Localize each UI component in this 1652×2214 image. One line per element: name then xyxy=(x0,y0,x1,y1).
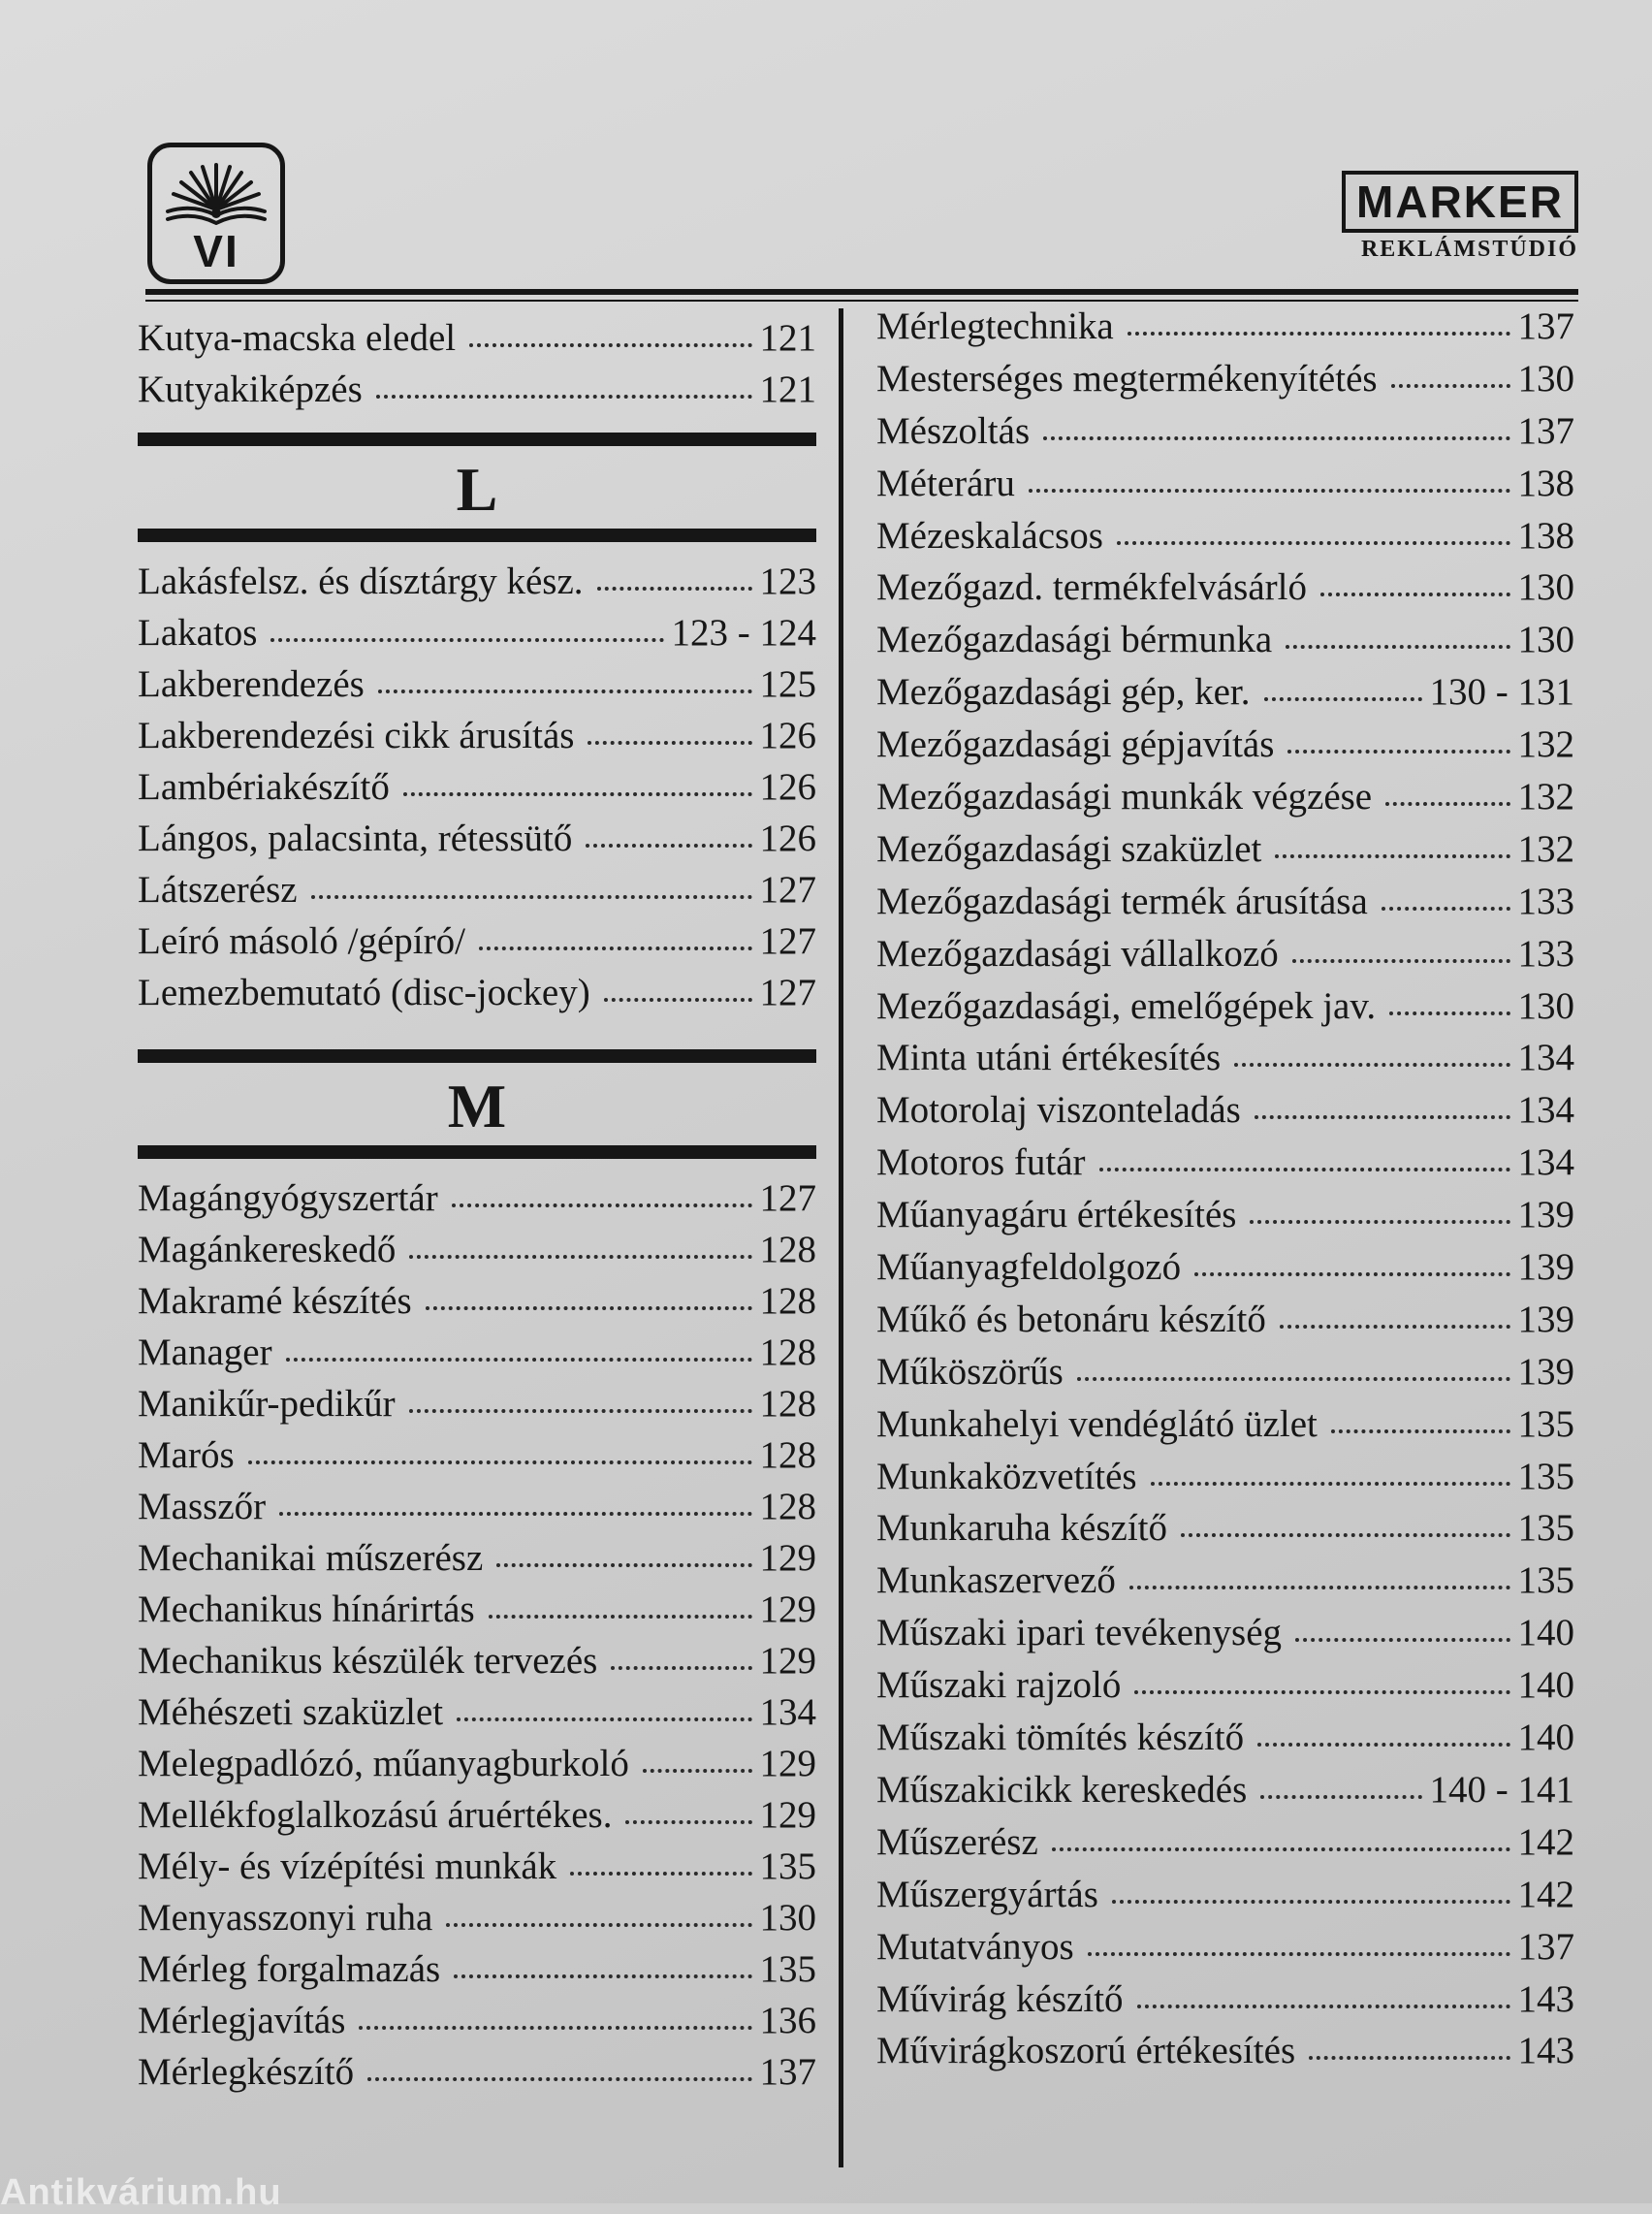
index-entry xyxy=(876,458,1574,510)
entry-page-number: 139 xyxy=(1517,1298,1574,1340)
dot-leader xyxy=(479,947,752,950)
entry-label: Mérlegkészítő xyxy=(138,2051,355,2093)
entry-page-number: 135 xyxy=(759,1845,816,1887)
index-entry xyxy=(876,2025,1574,2077)
entry-label: Mezőgazdasági szaküzlet xyxy=(876,827,1262,870)
header-rule-thick xyxy=(145,289,1578,295)
dot-leader xyxy=(604,998,752,1002)
index-entry xyxy=(138,1172,816,1224)
entry-page-number: 125 xyxy=(759,663,816,705)
dot-leader xyxy=(586,844,751,848)
k-entries xyxy=(138,312,816,415)
entry-label: Manikűr-pedikűr xyxy=(138,1383,396,1425)
dot-leader xyxy=(311,895,752,899)
section-bar xyxy=(138,433,816,446)
entry-page-number: 132 xyxy=(1517,723,1574,766)
dot-leader xyxy=(378,690,752,693)
dot-leader xyxy=(1391,384,1510,388)
entry-page-number: 129 xyxy=(759,1588,816,1630)
entry-page-number: 130 - 131 xyxy=(1429,671,1574,714)
section-header-l xyxy=(138,415,816,556)
dot-leader xyxy=(457,1717,751,1721)
entry-label: Kutya-macska eledel xyxy=(138,317,457,359)
dot-leader xyxy=(454,1974,751,1978)
entry-label: Mérlegjavítás xyxy=(138,2000,346,2041)
index-entry xyxy=(876,1032,1574,1084)
entry-label: Műszerész xyxy=(876,1820,1038,1863)
index-entry xyxy=(138,1789,816,1841)
entry-page-number: 127 xyxy=(759,920,816,962)
index-entry xyxy=(876,1241,1574,1294)
dot-leader xyxy=(1331,1429,1510,1433)
entry-label: Művirágkoszorú értékesítés xyxy=(876,2030,1296,2072)
entry-page-number: 137 xyxy=(1517,1925,1574,1968)
entry-label: Műköszörűs xyxy=(876,1350,1064,1393)
dot-leader xyxy=(1250,1220,1509,1224)
entry-page-number: 133 xyxy=(1517,932,1574,975)
entry-page-number: 137 xyxy=(759,2051,816,2093)
index-entry xyxy=(138,1275,816,1327)
index-entry xyxy=(876,1764,1574,1816)
entry-label: Mutatványos xyxy=(876,1925,1074,1968)
index-entry xyxy=(876,1555,1574,1607)
entry-page-number: 127 xyxy=(759,972,816,1013)
index-entry xyxy=(138,1841,816,1892)
dot-leader xyxy=(1052,1847,1510,1851)
index-entry xyxy=(876,1869,1574,1921)
index-entry xyxy=(138,1943,816,1995)
entry-label: Munkaközvetítés xyxy=(876,1455,1137,1497)
entry-label: Mérlegtechnika xyxy=(876,305,1114,347)
index-entry xyxy=(876,1137,1574,1189)
entry-page-number: 135 xyxy=(1517,1507,1574,1550)
index-entry xyxy=(138,1738,816,1789)
brand xyxy=(1342,171,1578,262)
entry-label: Műanyagáru értékesítés xyxy=(876,1194,1237,1236)
index-entry xyxy=(876,1451,1574,1503)
entry-page-number: 121 xyxy=(759,369,816,410)
entry-label: Mészoltás xyxy=(876,409,1031,452)
entry-page-number: 138 xyxy=(1517,462,1574,504)
index-entry xyxy=(138,915,816,967)
dot-leader xyxy=(1295,1638,1509,1642)
entry-page-number: 134 xyxy=(1517,1089,1574,1132)
index-entry xyxy=(138,813,816,864)
entry-page-number: 132 xyxy=(1517,827,1574,870)
index-entry xyxy=(876,1973,1574,2026)
dot-leader xyxy=(625,1820,751,1824)
index-entry xyxy=(876,719,1574,771)
index-entry xyxy=(876,1346,1574,1398)
entry-label: Mély- és vízépítési munkák xyxy=(138,1845,557,1887)
entry-page-number: 130 xyxy=(1517,619,1574,661)
dot-leader xyxy=(570,1872,751,1876)
index-entry xyxy=(138,967,816,1018)
dot-leader xyxy=(426,1306,752,1310)
entry-page-number: 143 xyxy=(1517,1977,1574,2020)
entry-page-number: 127 xyxy=(759,869,816,911)
entry-label: Műanyagfeldolgozó xyxy=(876,1246,1182,1289)
index-entry xyxy=(876,666,1574,719)
entry-page-number: 130 xyxy=(1517,984,1574,1027)
entry-label: Mezőgazdasági munkák végzése xyxy=(876,776,1373,818)
entry-page-number: 126 xyxy=(759,818,816,859)
entry-page-number: 129 xyxy=(759,1537,816,1579)
entry-page-number: 132 xyxy=(1517,776,1574,818)
entry-label: Kutyakiképzés xyxy=(138,369,363,410)
section-bar xyxy=(138,529,816,542)
right-column xyxy=(876,301,1574,2077)
dot-leader xyxy=(1382,907,1510,911)
entry-page-number: 135 xyxy=(759,1948,816,1990)
entry-label: Mezőgazdasági gépjavítás xyxy=(876,723,1275,766)
section-header-m xyxy=(138,1032,816,1172)
index-entry xyxy=(876,405,1574,458)
index-entry xyxy=(138,1584,816,1635)
entry-label: Látszerész xyxy=(138,869,298,911)
entry-label: Lakberendezési cikk árusítás xyxy=(138,715,575,756)
dot-leader xyxy=(1151,1482,1510,1486)
volume-number: VI xyxy=(193,226,239,276)
entry-page-number: 139 xyxy=(1517,1246,1574,1289)
entry-label: Művirág készítő xyxy=(876,1977,1124,2020)
entry-page-number: 128 xyxy=(759,1486,816,1527)
entry-page-number: 137 xyxy=(1517,409,1574,452)
m-entries xyxy=(138,1172,816,2098)
entry-label: Mezőgazdasági vállalkozó xyxy=(876,932,1279,975)
entry-label: Méhészeti szaküzlet xyxy=(138,1691,444,1733)
dot-leader xyxy=(367,2077,751,2081)
index-entry xyxy=(876,1502,1574,1555)
dot-leader xyxy=(1260,1795,1421,1799)
index-entry xyxy=(138,1686,816,1738)
dot-leader xyxy=(1257,1743,1509,1747)
dot-leader xyxy=(403,792,752,796)
entry-label: Műkő és betonáru készítő xyxy=(876,1298,1266,1340)
section-letter: M xyxy=(447,1072,507,1140)
entry-label: Motorolaj viszonteladás xyxy=(876,1089,1241,1132)
index-entry xyxy=(876,1712,1574,1764)
entry-label: Masszőr xyxy=(138,1486,267,1527)
entry-page-number: 121 xyxy=(759,317,816,359)
entry-label: Mezőgazdasági, emelőgépek jav. xyxy=(876,984,1377,1027)
index-entry xyxy=(138,710,816,761)
entry-page-number: 140 xyxy=(1517,1717,1574,1759)
entry-page-number: 126 xyxy=(759,715,816,756)
index-entry xyxy=(138,364,816,415)
entry-page-number: 127 xyxy=(759,1177,816,1219)
dot-leader xyxy=(248,1460,752,1464)
dot-leader xyxy=(597,587,752,591)
index-entry xyxy=(876,980,1574,1033)
dot-leader xyxy=(1088,1952,1510,1956)
entry-label: Mechanikus készülék tervezés xyxy=(138,1640,598,1682)
entry-label: Mérleg forgalmazás xyxy=(138,1948,441,1990)
entry-page-number: 143 xyxy=(1517,2030,1574,2072)
entry-label: Manager xyxy=(138,1332,272,1373)
index-entry xyxy=(876,1816,1574,1869)
entry-label: Lakásfelsz. és dísztárgy kész. xyxy=(138,561,584,602)
dot-leader xyxy=(1389,1011,1509,1015)
entry-page-number: 128 xyxy=(759,1332,816,1373)
dot-leader xyxy=(1099,1168,1510,1171)
entry-label: Mechanikus hínárirtás xyxy=(138,1588,475,1630)
entry-label: Mezőgazdasági termék árusítása xyxy=(876,880,1368,922)
dot-leader xyxy=(359,2026,751,2030)
entry-page-number: 138 xyxy=(1517,514,1574,557)
entry-label: Magánkereskedő xyxy=(138,1229,397,1270)
entry-label: Méteráru xyxy=(876,462,1015,504)
entry-label: Műszaki ipari tevékenység xyxy=(876,1612,1283,1654)
entry-label: Lakatos xyxy=(138,612,258,654)
brand-logo: MARKER xyxy=(1342,171,1578,233)
dot-leader xyxy=(1112,1900,1510,1904)
dot-leader xyxy=(1234,1063,1509,1067)
index-entry xyxy=(876,301,1574,353)
index-entry xyxy=(138,1635,816,1686)
entry-label: Mezőgazdasági bérmunka xyxy=(876,619,1273,661)
index-entry xyxy=(138,1892,816,1943)
index-entry xyxy=(876,510,1574,562)
volume-badge xyxy=(147,143,285,284)
dot-leader xyxy=(409,1409,752,1413)
entry-page-number: 135 xyxy=(1517,1559,1574,1602)
dot-leader xyxy=(1320,593,1510,596)
entry-label: Leíró másoló /gépíró/ xyxy=(138,920,465,962)
entry-page-number: 128 xyxy=(759,1229,816,1270)
entry-page-number: 135 xyxy=(1517,1455,1574,1497)
index-entry xyxy=(138,864,816,915)
dot-leader xyxy=(643,1769,752,1773)
dot-leader xyxy=(1181,1533,1509,1537)
entry-label: Mezőgazd. termékfelvásárló xyxy=(876,566,1307,609)
index-entry xyxy=(876,876,1574,928)
dot-leader xyxy=(1309,2056,1509,2060)
index-entry xyxy=(876,614,1574,666)
index-entry xyxy=(876,1084,1574,1137)
entry-page-number: 142 xyxy=(1517,1820,1574,1863)
dot-leader xyxy=(1280,1325,1510,1329)
entry-label: Lángos, palacsinta, rétessütő xyxy=(138,818,573,859)
entry-page-number: 134 xyxy=(1517,1141,1574,1184)
entry-page-number: 130 xyxy=(1517,357,1574,400)
index-entry xyxy=(876,353,1574,405)
entry-label: Műszaki rajzoló xyxy=(876,1664,1122,1707)
entry-label: Lakberendezés xyxy=(138,663,365,705)
entry-page-number: 140 xyxy=(1517,1612,1574,1654)
entry-page-number: 134 xyxy=(1517,1037,1574,1079)
dot-leader xyxy=(270,638,663,642)
entry-label: Műszergyártás xyxy=(876,1873,1098,1915)
entry-page-number: 136 xyxy=(759,2000,816,2041)
dot-leader xyxy=(279,1512,751,1516)
index-entry xyxy=(876,1607,1574,1659)
index-entry xyxy=(876,771,1574,823)
entry-label: Mézeskalácsos xyxy=(876,514,1103,557)
entry-page-number: 129 xyxy=(759,1794,816,1836)
entry-label: Makramé készítés xyxy=(138,1280,412,1322)
dot-leader xyxy=(1287,750,1509,754)
entry-label: Mezőgazdasági gép, ker. xyxy=(876,671,1251,714)
dot-leader xyxy=(1292,959,1510,963)
entry-page-number: 140 - 141 xyxy=(1429,1768,1574,1811)
entry-page-number: 134 xyxy=(759,1691,816,1733)
index-entry xyxy=(876,1294,1574,1346)
dot-leader xyxy=(1077,1377,1510,1381)
entry-page-number: 135 xyxy=(1517,1402,1574,1445)
index-entry xyxy=(876,1921,1574,1973)
dot-leader xyxy=(446,1923,751,1927)
dot-leader xyxy=(1128,332,1510,336)
entry-label: Menyasszonyi ruha xyxy=(138,1897,433,1939)
dot-leader xyxy=(286,1358,752,1362)
index-entry xyxy=(876,1189,1574,1241)
index-entry xyxy=(138,1327,816,1378)
entry-label: Mellékfoglalkozású áruértékes. xyxy=(138,1794,613,1836)
entry-page-number: 123 xyxy=(759,561,816,602)
index-entry xyxy=(138,1378,816,1429)
dot-leader xyxy=(1286,645,1509,649)
entry-page-number: 126 xyxy=(759,766,816,808)
dot-leader xyxy=(1117,541,1510,545)
index-entry xyxy=(876,562,1574,614)
index-entry xyxy=(138,1429,816,1481)
dot-leader xyxy=(489,1615,752,1619)
index-entry xyxy=(138,312,816,364)
dot-leader xyxy=(1255,1115,1510,1119)
index-entry xyxy=(876,823,1574,876)
index-entry xyxy=(876,1398,1574,1451)
dot-leader xyxy=(409,1255,751,1259)
dot-leader xyxy=(1129,1586,1510,1589)
entry-page-number: 137 xyxy=(1517,305,1574,347)
index-entry xyxy=(876,1659,1574,1712)
index-entry xyxy=(138,1532,816,1584)
entry-label: Marós xyxy=(138,1434,235,1476)
watermark: Antikvárium.hu xyxy=(0,2172,282,2213)
dot-leader xyxy=(496,1563,751,1567)
entry-page-number: 129 xyxy=(759,1640,816,1682)
l-entries xyxy=(138,556,816,1018)
entry-label: Műszakicikk kereskedés xyxy=(876,1768,1248,1811)
entry-label: Munkaruha készítő xyxy=(876,1507,1168,1550)
entry-label: Lemezbemutató (disc-jockey) xyxy=(138,972,590,1013)
dot-leader xyxy=(452,1203,752,1207)
entry-label: Mechanikai műszerész xyxy=(138,1537,484,1579)
entry-page-number: 130 xyxy=(759,1897,816,1939)
open-book-icon xyxy=(160,155,272,225)
dot-leader xyxy=(1194,1272,1509,1276)
dot-leader xyxy=(1029,489,1510,493)
index-entry xyxy=(138,1995,816,2046)
index-entry xyxy=(138,1481,816,1532)
section-bar xyxy=(138,1145,816,1159)
dot-leader xyxy=(1134,1690,1509,1694)
entry-page-number: 140 xyxy=(1517,1664,1574,1707)
entry-label: Műszaki tömítés készítő xyxy=(876,1717,1245,1759)
entry-page-number: 128 xyxy=(759,1434,816,1476)
entry-label: Minta utáni értékesítés xyxy=(876,1037,1222,1079)
entry-label: Munkahelyi vendéglátó üzlet xyxy=(876,1402,1318,1445)
entry-page-number: 139 xyxy=(1517,1194,1574,1236)
m-entries-continued xyxy=(876,301,1574,2077)
entry-page-number: 133 xyxy=(1517,880,1574,922)
entry-label: Lambériakészítő xyxy=(138,766,390,808)
dot-leader xyxy=(1275,854,1509,858)
entry-label: Mesterséges megtermékenyítétés xyxy=(876,357,1378,400)
section-bar xyxy=(138,1049,816,1063)
entry-label: Melegpadlózó, műanyagburkoló xyxy=(138,1743,629,1784)
dot-leader xyxy=(469,343,751,347)
entry-label: Motoros futár xyxy=(876,1141,1086,1184)
dot-leader xyxy=(1385,802,1509,806)
dot-leader xyxy=(611,1666,751,1670)
index-entry xyxy=(138,2046,816,2098)
index-entry xyxy=(138,1224,816,1275)
entry-page-number: 129 xyxy=(759,1743,816,1784)
index-entry xyxy=(138,761,816,813)
dot-leader xyxy=(1043,436,1509,440)
entry-label: Magángyógyszertár xyxy=(138,1177,438,1219)
dot-leader xyxy=(1137,2005,1510,2008)
brand-subtitle: REKLÁMSTÚDIÓ xyxy=(1360,237,1578,262)
entry-page-number: 142 xyxy=(1517,1873,1574,1915)
entry-label: Munkaszervező xyxy=(876,1559,1116,1602)
index-entry xyxy=(138,556,816,607)
entry-page-number: 128 xyxy=(759,1383,816,1425)
entry-page-number: 130 xyxy=(1517,566,1574,609)
entry-page-number: 128 xyxy=(759,1280,816,1322)
entry-page-number: 139 xyxy=(1517,1350,1574,1393)
index-entry xyxy=(138,607,816,658)
dot-leader xyxy=(588,741,751,745)
column-divider xyxy=(839,308,843,2167)
dot-leader xyxy=(376,395,752,399)
dot-leader xyxy=(1264,697,1422,701)
entry-page-number: 123 - 124 xyxy=(671,612,816,654)
index-entry xyxy=(876,928,1574,980)
section-letter: L xyxy=(456,455,498,524)
left-column xyxy=(138,312,816,2098)
index-entry xyxy=(138,658,816,710)
